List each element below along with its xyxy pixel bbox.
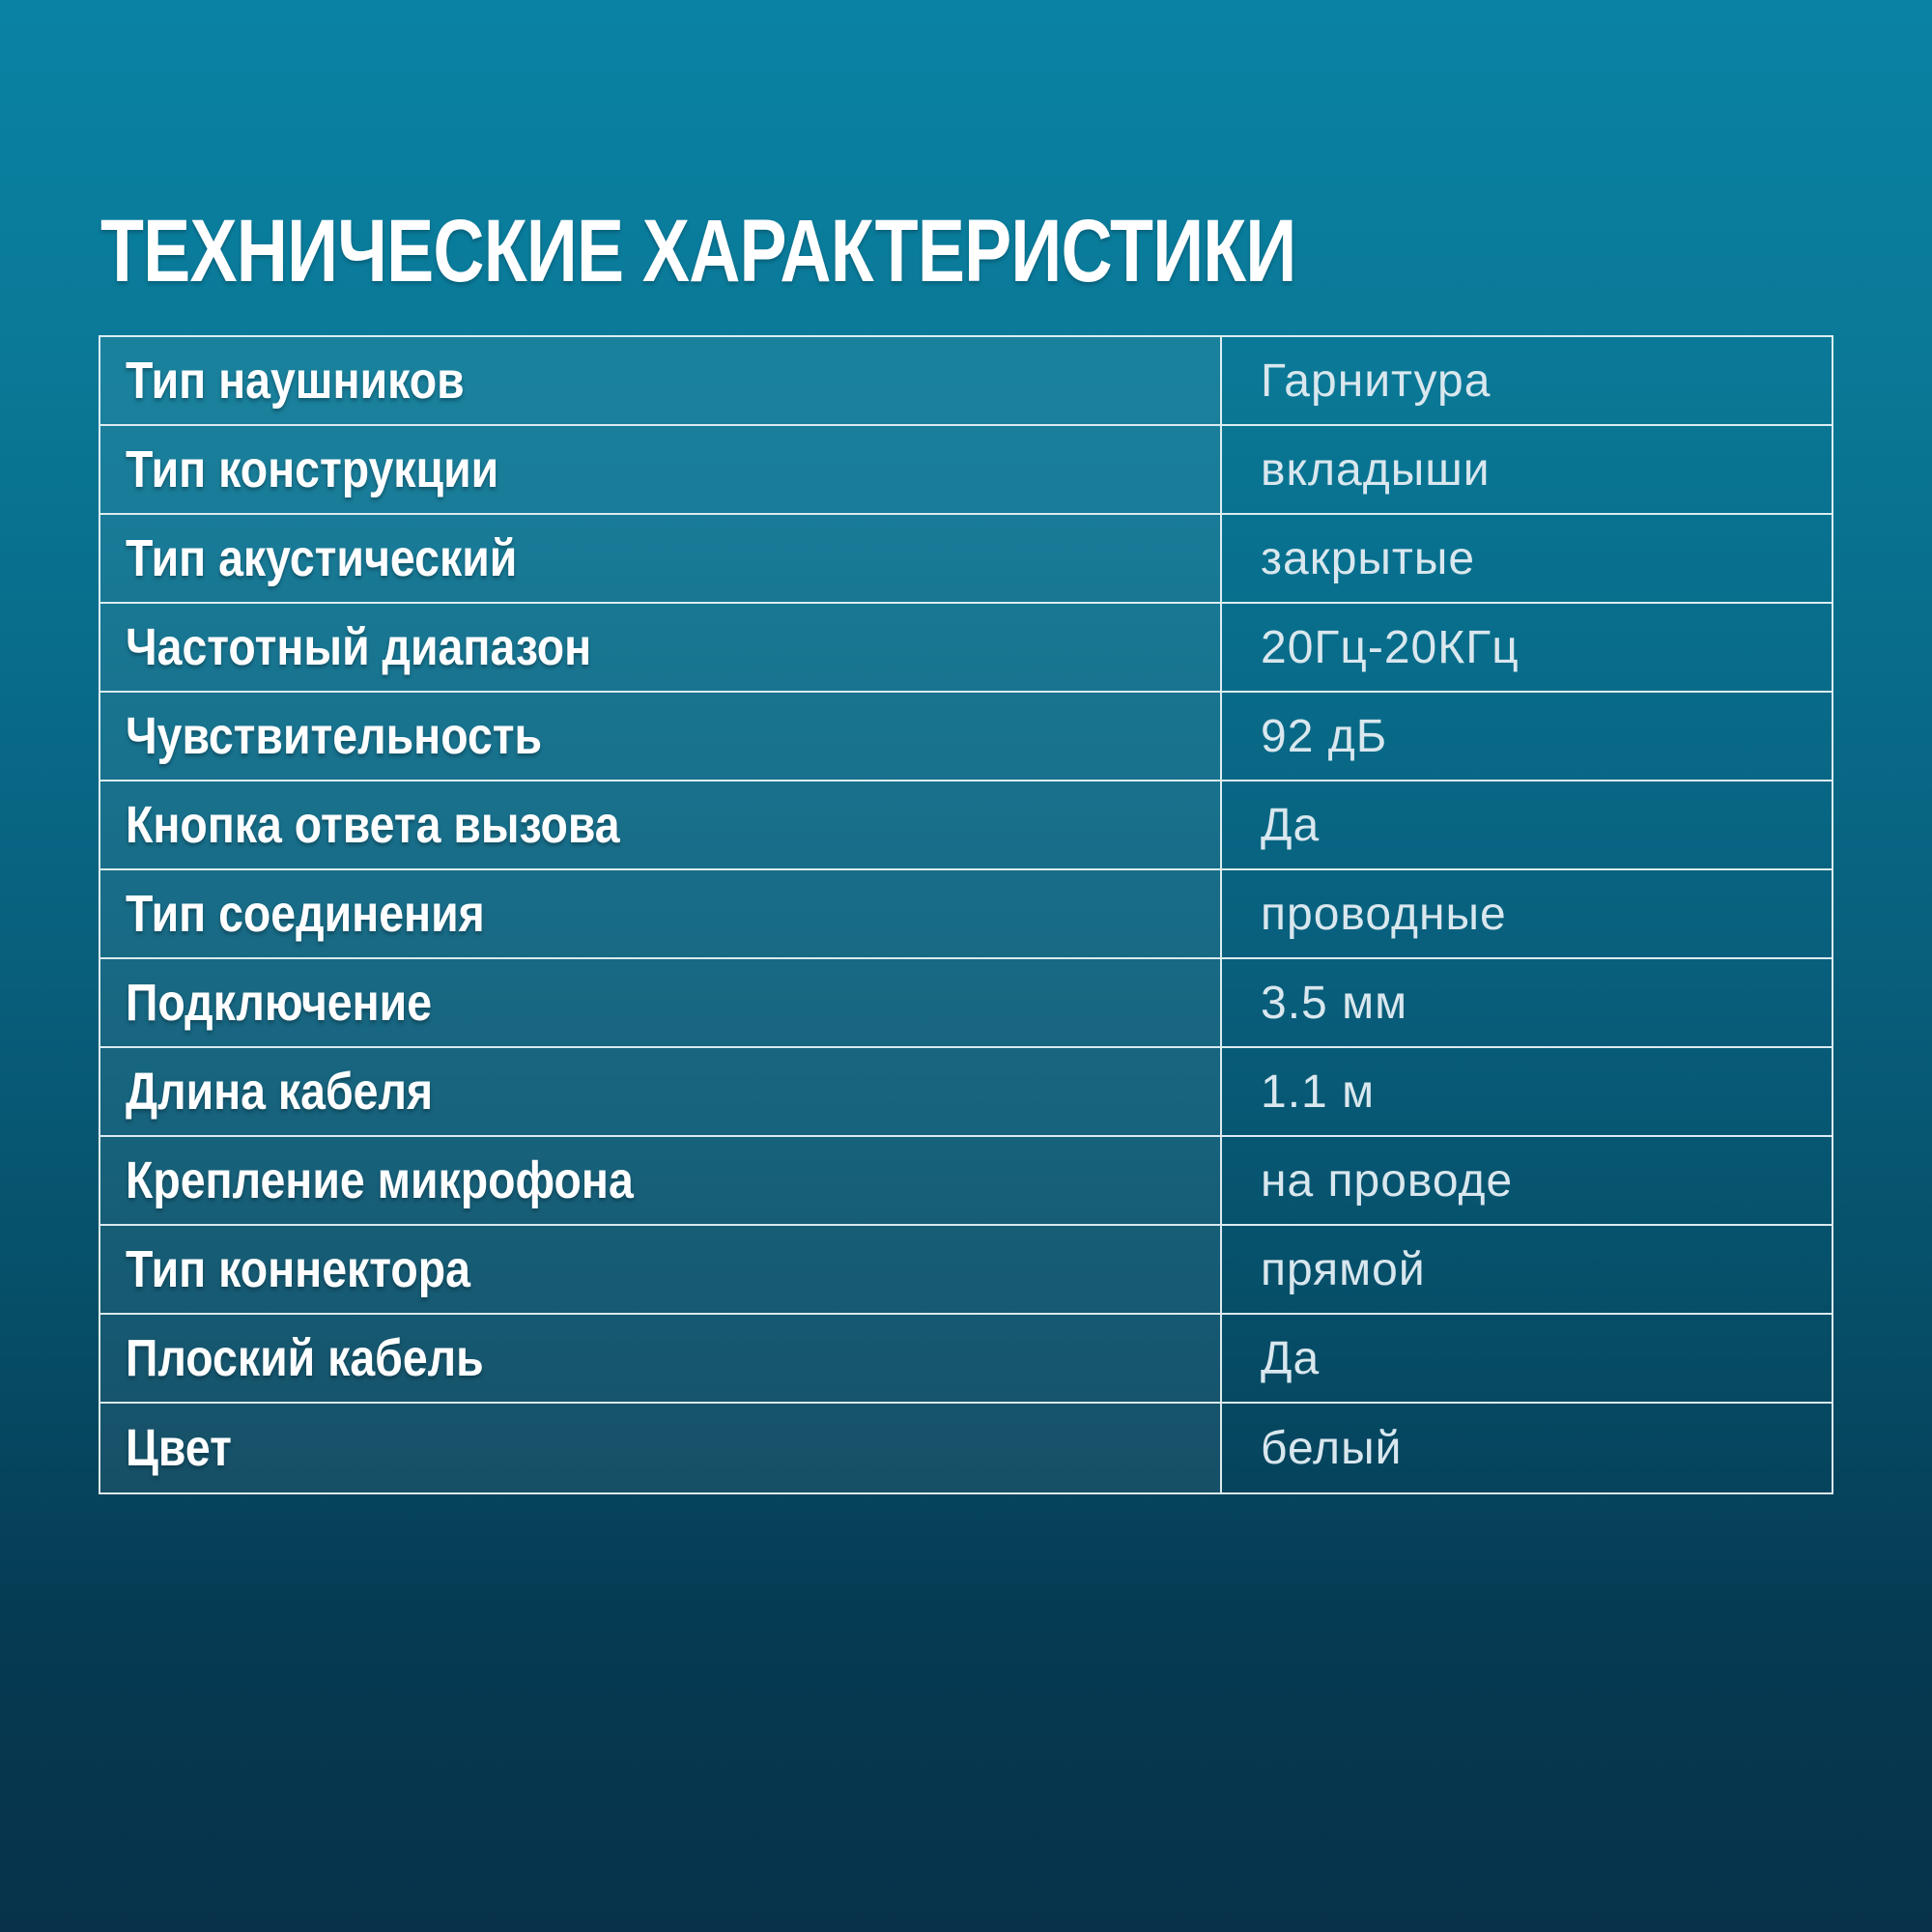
spec-label: Тип соединения: [126, 885, 485, 943]
table-row: [100, 337, 1832, 426]
spec-label: Тип акустический: [126, 529, 518, 587]
table-row: [100, 959, 1832, 1048]
spec-value: вкладыши: [1261, 443, 1491, 496]
spec-value-cell: [1222, 515, 1832, 602]
spec-label-cell: [100, 959, 1222, 1046]
spec-value: Гарнитура: [1261, 355, 1492, 407]
spec-label: Тип коннектора: [126, 1240, 470, 1298]
spec-value-cell: [1222, 1404, 1832, 1492]
spec-label: Тип конструкции: [126, 440, 499, 498]
spec-label: Плоский кабель: [126, 1329, 484, 1387]
spec-label-cell: [100, 693, 1222, 780]
table-row: [100, 1404, 1832, 1492]
spec-label-cell: [100, 1404, 1222, 1492]
table-row: [100, 426, 1832, 515]
spec-label: Тип наушников: [126, 352, 465, 410]
table-row: [100, 781, 1832, 870]
spec-value: проводные: [1261, 888, 1507, 940]
spec-value-cell: [1222, 604, 1832, 691]
spec-value-cell: [1222, 426, 1832, 513]
spec-label: Длина кабеля: [126, 1063, 434, 1121]
spec-value: 92 дБ: [1261, 710, 1388, 762]
spec-label-cell: [100, 1315, 1222, 1402]
spec-label-cell: [100, 426, 1222, 513]
spec-label-cell: [100, 515, 1222, 602]
table-row: [100, 693, 1832, 781]
spec-label-cell: [100, 870, 1222, 957]
spec-value: 20Гц-20КГц: [1261, 621, 1520, 673]
spec-label-cell: [100, 604, 1222, 691]
spec-label-cell: [100, 1137, 1222, 1224]
table-row: [100, 1226, 1832, 1315]
spec-label-cell: [100, 1048, 1222, 1135]
spec-value-cell: [1222, 1048, 1832, 1135]
spec-value-cell: [1222, 1315, 1832, 1402]
spec-label-cell: [100, 1226, 1222, 1313]
spec-label-cell: [100, 781, 1222, 868]
spec-label: Чувствительность: [126, 707, 543, 765]
table-row: [100, 1137, 1832, 1226]
spec-value-cell: [1222, 337, 1832, 424]
table-row: [100, 604, 1832, 693]
spec-value: 1.1 м: [1261, 1065, 1376, 1118]
table-row: [100, 1315, 1832, 1404]
spec-value: Да: [1261, 799, 1321, 851]
page-title: ТЕХНИЧЕСКИЕ ХАРАКТЕРИСТИКИ: [100, 201, 1296, 300]
spec-label: Крепление микрофона: [126, 1151, 634, 1209]
spec-value-cell: [1222, 1137, 1832, 1224]
spec-value-cell: [1222, 781, 1832, 868]
spec-value-cell: [1222, 1226, 1832, 1313]
spec-value: на проводе: [1261, 1154, 1514, 1207]
spec-label: Подключение: [126, 974, 433, 1032]
spec-label: Частотный диапазон: [126, 618, 592, 676]
spec-value: 3.5 мм: [1261, 977, 1408, 1029]
spec-label: Кнопка ответа вызова: [126, 796, 620, 854]
spec-table: [99, 335, 1833, 1494]
spec-value: закрытые: [1261, 532, 1476, 584]
spec-value-cell: [1222, 870, 1832, 957]
spec-label-cell: [100, 337, 1222, 424]
spec-value: белый: [1261, 1422, 1403, 1474]
table-row: [100, 1048, 1832, 1137]
spec-value: прямой: [1261, 1243, 1426, 1295]
table-row: [100, 870, 1832, 959]
spec-value-cell: [1222, 959, 1832, 1046]
spec-value-cell: [1222, 693, 1832, 780]
spec-label: Цвет: [126, 1419, 232, 1477]
table-row: [100, 515, 1832, 604]
spec-value: Да: [1261, 1332, 1321, 1384]
